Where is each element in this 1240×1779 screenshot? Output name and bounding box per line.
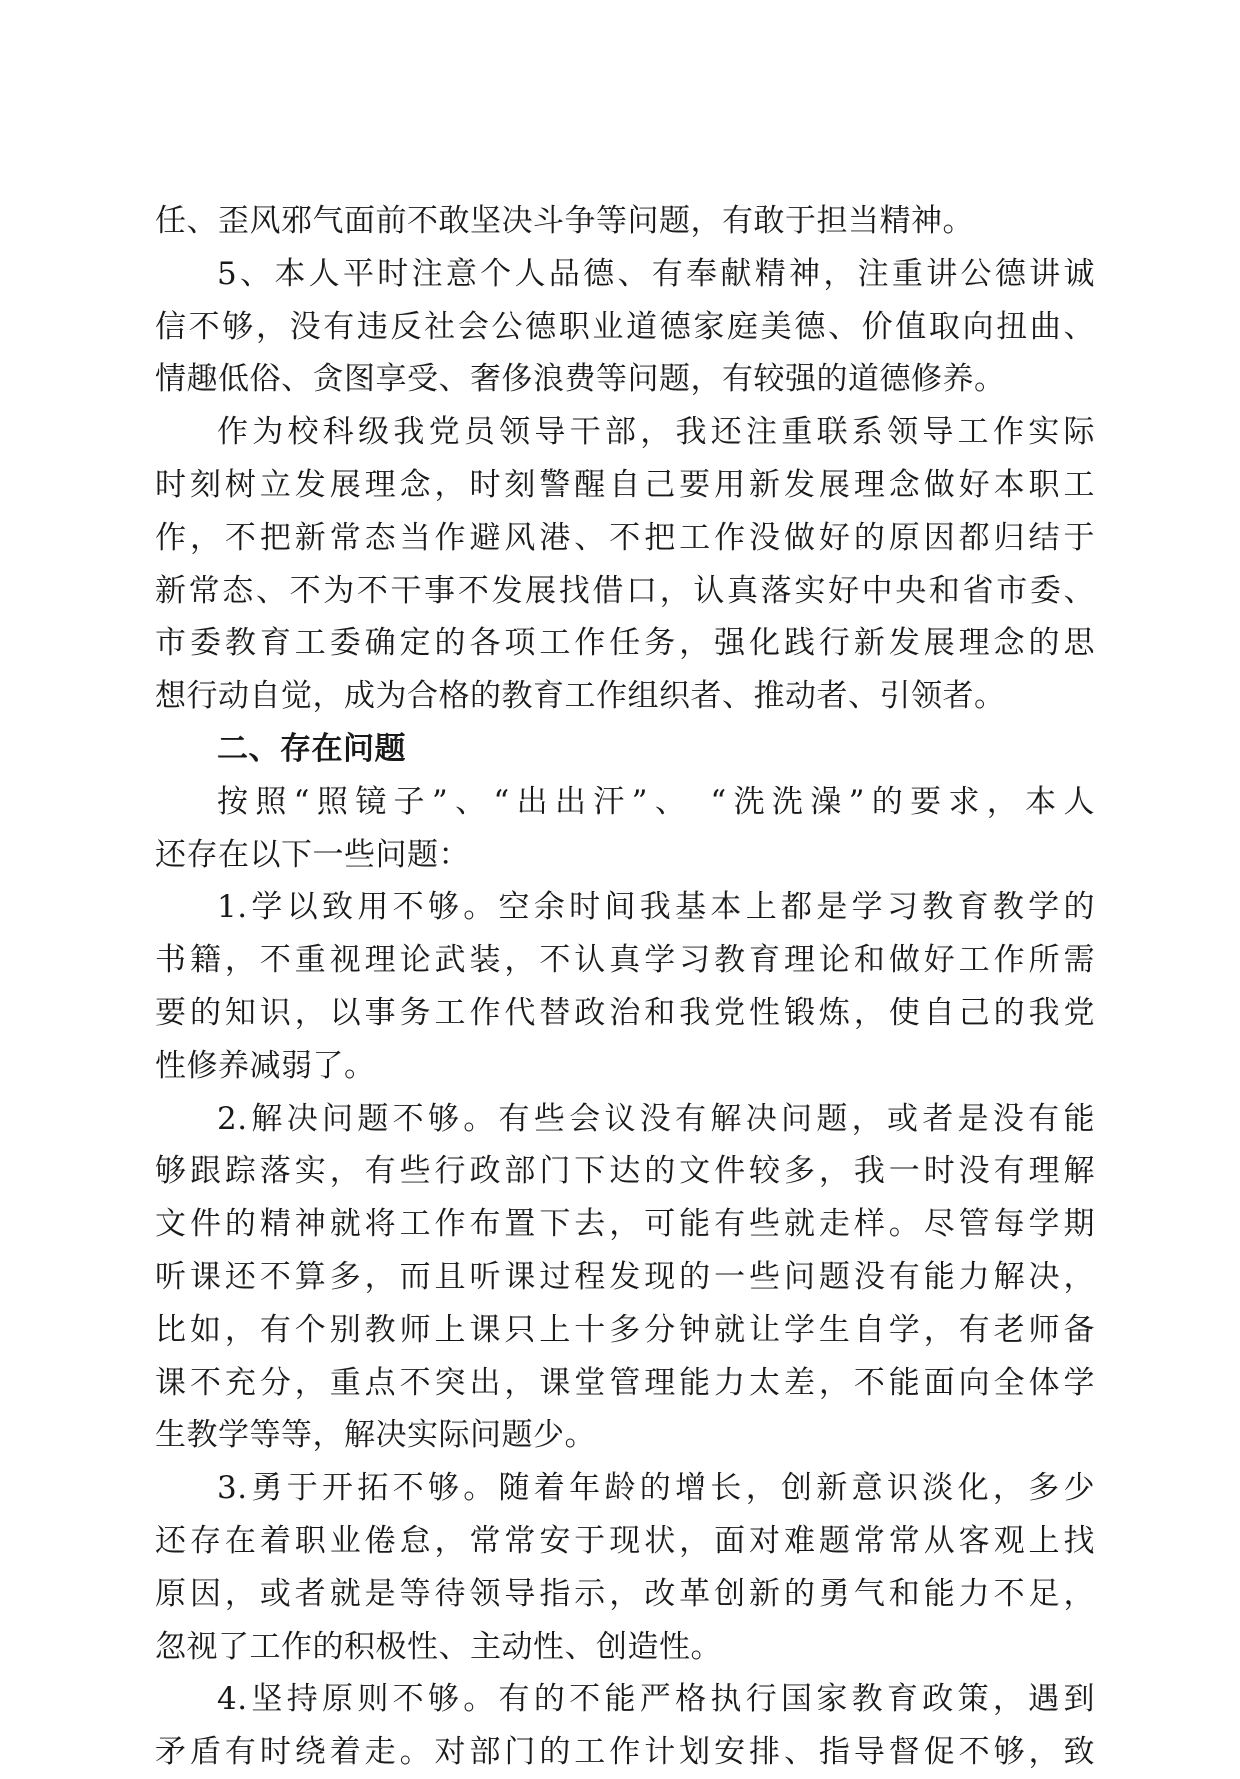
text-line: 要的知识，以事务工作代替政治和我党性锻炼，使自己的我党 — [155, 994, 1095, 1031]
text-line: 3.勇于开拓不够。随着年龄的增长，创新意识淡化，多少 — [217, 1470, 1095, 1507]
text-line: 作为校科级我党员领导干部，我还注重联系领导工作实际 — [217, 414, 1095, 451]
text-line: 还存在以下一些问题： — [155, 836, 470, 873]
text-line: 矛盾有时绕着走。对部门的工作计划安排、指导督促不够，致 — [155, 1734, 1095, 1771]
text-line: 够跟踪落实，有些行政部门下达的文件较多，我一时没有理解 — [155, 1153, 1095, 1190]
text-line: 性修养减弱了。 — [155, 1047, 376, 1084]
text-line: 任、歪风邪气面前不敢坚决斗争等问题，有敢于担当精神。 — [155, 203, 974, 239]
text-line: 情趣低俗、贪图享受、奢侈浪费等问题，有较强的道德修养。 — [155, 361, 1006, 398]
text-line: 还存在着职业倦怠，常常安于现状，面对难题常常从客观上找 — [155, 1522, 1095, 1559]
text-line: 原因，或者就是等待领导指示，改革创新的勇气和能力不足， — [155, 1575, 1095, 1612]
text-line: 新常态、不为不干事不发展找借口，认真落实好中央和省市委、 — [155, 572, 1095, 609]
text-line: 想行动自觉，成为合格的教育工作组织者、推动者、引领者。 — [155, 678, 1006, 715]
text-line: 信不够，没有违反社会公德职业道德家庭美德、价值取向扭曲、 — [155, 308, 1095, 345]
text-line: 作，不把新常态当作避风港、不把工作没做好的原因都归结于 — [155, 519, 1095, 556]
text-line: 听课还不算多，而且听课过程发现的一些问题没有能力解决， — [155, 1258, 1095, 1295]
text-line: 2.解决问题不够。有些会议没有解决问题，或者是没有能 — [217, 1100, 1095, 1137]
section-heading: 二、存在问题 — [217, 730, 406, 767]
text-line: 文件的精神就将工作布置下去，可能有些就走样。尽管每学期 — [155, 1206, 1095, 1243]
document-body — [155, 195, 1095, 1779]
text-line: 书籍，不重视理论武装，不认真学习教育理论和做好工作所需 — [155, 942, 1095, 979]
text-line: 比如，有个别教师上课只上十多分钟就让学生自学，有老师备 — [155, 1311, 1095, 1348]
text-line: 市委教育工委确定的各项工作任务，强化践行新发展理念的思 — [155, 625, 1095, 662]
text-line: 生教学等等，解决实际问题少。 — [155, 1417, 596, 1454]
text-line: 4.坚持原则不够。有的不能严格执行国家教育政策，遇到 — [217, 1681, 1095, 1718]
text-line: 按照“照镜子”、“出出汗”、 “洗洗澡”的要求，本人 — [217, 783, 1095, 820]
text-line: 5、本人平时注意个人品德、有奉献精神，注重讲公德讲诚 — [217, 255, 1095, 292]
text-line: 课不充分，重点不突出，课堂管理能力太差，不能面向全体学 — [155, 1364, 1095, 1401]
text-line: 时刻树立发展理念，时刻警醒自己要用新发展理念做好本职工 — [155, 466, 1095, 503]
text-line: 忽视了工作的积极性、主动性、创造性。 — [155, 1628, 722, 1665]
text-line: 1.学以致用不够。空余时间我基本上都是学习教育教学的 — [217, 889, 1095, 926]
